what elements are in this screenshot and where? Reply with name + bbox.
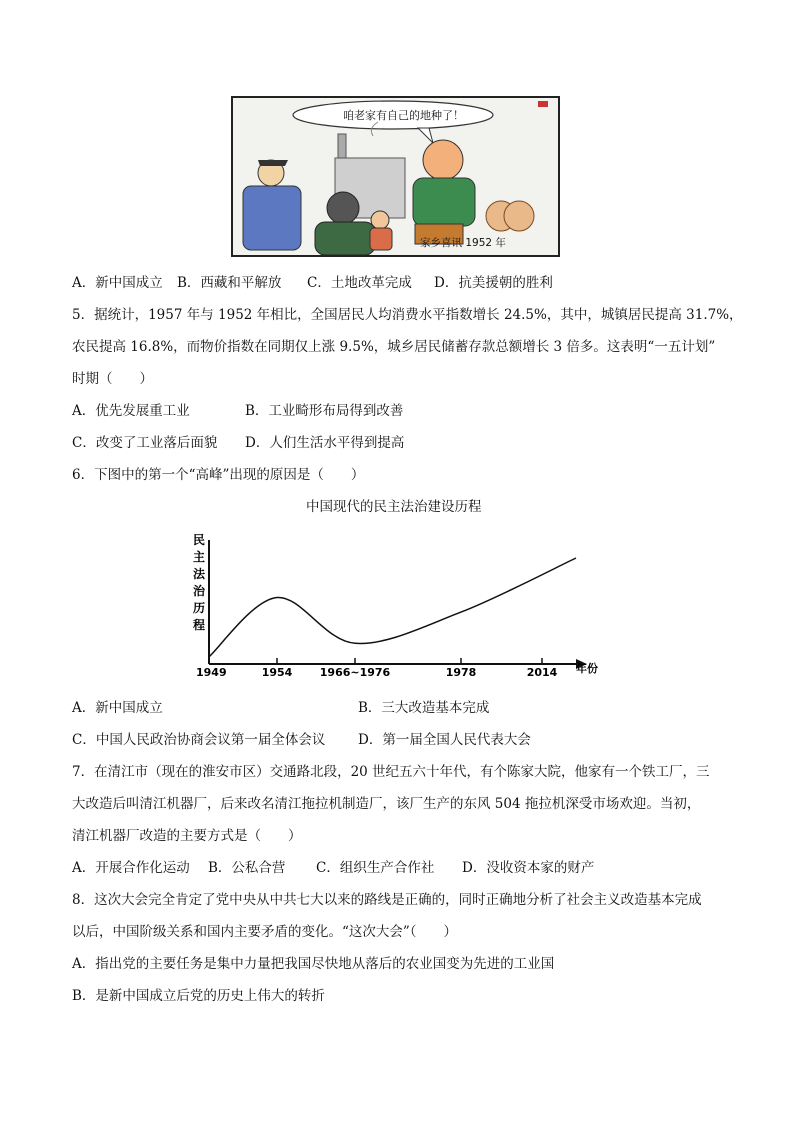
x-tick-label: 1949 bbox=[196, 666, 227, 679]
y-axis-label-char: 法 bbox=[193, 567, 206, 581]
x-tick-label: 2014 bbox=[526, 666, 558, 679]
q7-line-2: 大改造后叫清江机器厂，后来改名清江拖拉机制造厂，该厂生产的东风 504 拖拉机深受市场欢迎。当初， bbox=[72, 796, 701, 812]
q7-line-1: 7．在清江市（现在的淮安市区）交通路北段，20 世纪五六十年代，有个陈家大院，他家有一个铁工厂，三 bbox=[72, 764, 710, 780]
chart-title: 中国现代的民主法治建设历程 bbox=[306, 499, 482, 515]
q5-option-b: B．工业畸形布局得到改善 bbox=[245, 403, 404, 419]
x-axis-label: 年份 bbox=[576, 662, 598, 675]
q8-option-b: B．是新中国成立后党的历史上伟大的转折 bbox=[72, 988, 325, 1004]
q6-option-c: C．中国人民政治协商会议第一届全体会议 bbox=[72, 732, 326, 748]
q7-option-c: C．组织生产合作社 bbox=[316, 860, 435, 876]
q7-option-b: B．公私合营 bbox=[208, 860, 286, 876]
y-axis-label-char: 治 bbox=[193, 584, 206, 598]
x-tick-label: 1978 bbox=[445, 666, 477, 679]
q5-option-a: A．优先发展重工业 bbox=[72, 403, 190, 419]
y-axis-label-char: 历 bbox=[193, 601, 206, 615]
q8-line-2: 以后，中国阶级关系和国内主要矛盾的变化。“这次大会”（ ） bbox=[72, 924, 458, 940]
y-axis-label-char: 程 bbox=[193, 618, 206, 632]
q4-option-b: B．西藏和平解放 bbox=[177, 275, 282, 291]
cartoon-speech-text: 咱老家有自己的地种了！ bbox=[343, 109, 464, 122]
q6-option-a: A．新中国成立 bbox=[72, 700, 163, 716]
q8-option-a: A．指出党的主要任务是集中力量把我国尽快地从落后的农业国变为先进的工业国 bbox=[72, 956, 555, 972]
q7-option-d: D．没收资本家的财产 bbox=[462, 860, 595, 876]
cartoon-image bbox=[231, 96, 560, 257]
x-tick-label: 1954 bbox=[261, 666, 293, 679]
series-line bbox=[209, 558, 576, 657]
q5-line-1: 5．据统计，1957 年与 1952 年相比，全国居民人均消费水平指数增长 24.5%，其中，城镇居民提高 31.7%， bbox=[72, 307, 743, 323]
q5-line-3: 时期（ ） bbox=[72, 371, 153, 387]
q4-option-c: C．土地改革完成 bbox=[307, 275, 412, 291]
democracy-law-chart bbox=[190, 528, 610, 680]
q7-line-3: 清江机器厂改造的主要方式是（ ） bbox=[72, 828, 302, 844]
cartoon-caption: 家乡喜讯 1952 年 bbox=[420, 237, 506, 249]
q8-line-1: 8．这次大会完全肯定了党中央从中共七大以来的路线是正确的，同时正确地分析了社会主义改造基本完成 bbox=[72, 892, 702, 908]
q5-option-d: D．人们生活水平得到提高 bbox=[245, 435, 405, 451]
q6-option-d: D．第一届全国人民代表大会 bbox=[358, 732, 531, 748]
y-axis-label-char: 主 bbox=[193, 550, 206, 564]
y-axis-label-char: 民 bbox=[193, 533, 206, 547]
q7-option-a: A．开展合作化运动 bbox=[72, 860, 190, 876]
q6-option-b: B．三大改造基本完成 bbox=[358, 700, 490, 716]
q4-option-a: A．新中国成立 bbox=[72, 275, 163, 291]
y-axis-label bbox=[193, 533, 206, 632]
x-tick-label: 1966~1976 bbox=[319, 666, 391, 679]
q5-line-2: 农民提高 16.8%，而物价指数在同期仅上涨 9.5%，城乡居民储蓄存款总额增长 3 倍多。这表明“一五计划” bbox=[72, 339, 716, 355]
q4-option-d: D．抗美援朝的胜利 bbox=[434, 275, 553, 291]
q6-stem: 6．下图中的第一个“高峰”出现的原因是（ ） bbox=[72, 467, 365, 483]
q5-option-c: C．改变了工业落后面貌 bbox=[72, 435, 218, 451]
